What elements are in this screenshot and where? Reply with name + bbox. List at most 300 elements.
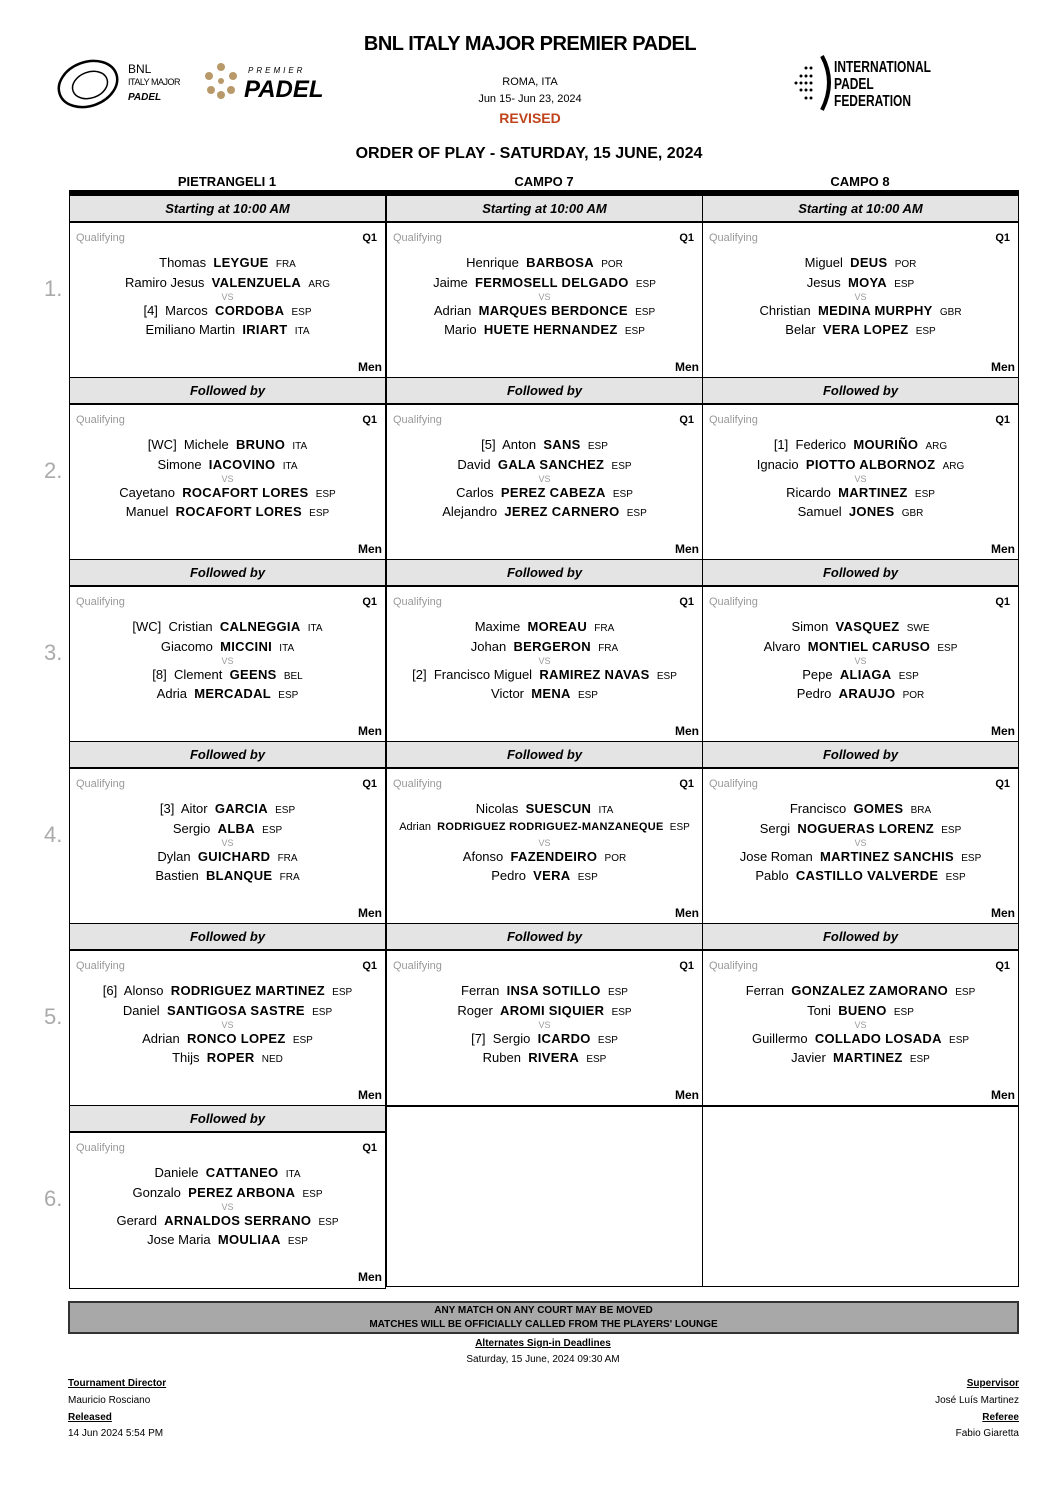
match-body bbox=[70, 223, 385, 378]
vs-label: VS bbox=[538, 1020, 551, 1030]
vs-label: VS bbox=[538, 292, 551, 302]
match-body bbox=[70, 405, 385, 560]
match-body bbox=[703, 587, 1018, 742]
player-first-name: Carlos bbox=[456, 485, 494, 500]
player-first-name: Belar bbox=[785, 322, 816, 337]
player-first-name: Daniel bbox=[122, 1003, 160, 1018]
player-nationality: POR bbox=[601, 259, 623, 270]
empty-cell bbox=[386, 1105, 703, 1287]
player-entry bbox=[70, 639, 385, 654]
match-body bbox=[703, 769, 1018, 924]
player-seed: [1] bbox=[773, 437, 789, 452]
player-entry bbox=[387, 275, 702, 290]
court-header-3: CAMPO 8 bbox=[830, 174, 890, 189]
player-seed: [4] bbox=[143, 303, 158, 318]
player-seed: [3] bbox=[159, 801, 175, 816]
row-number: 3. bbox=[44, 640, 63, 665]
player-entry bbox=[703, 1050, 1018, 1065]
player-last-name: JEREZ CARNERO bbox=[504, 504, 620, 519]
player-entry bbox=[70, 485, 385, 500]
player-seed: [WC] bbox=[147, 437, 177, 452]
round-code: Q1 bbox=[679, 778, 694, 790]
court-header-2: CAMPO 7 bbox=[514, 174, 574, 189]
player-entry bbox=[70, 457, 385, 472]
player-first-name: Henrique bbox=[466, 255, 519, 270]
player-entry bbox=[703, 437, 1018, 452]
player-entry bbox=[703, 303, 1018, 318]
player-last-name: FERMOSELL DELGADO bbox=[475, 275, 629, 290]
slot-time-header: Followed by bbox=[387, 924, 702, 951]
match-cell bbox=[386, 741, 703, 925]
round-label: Qualifying bbox=[393, 596, 442, 608]
player-last-name: RIVERA bbox=[528, 1050, 580, 1065]
player-last-name: SUESCUN bbox=[525, 801, 592, 816]
player-first-name: Marcos bbox=[165, 303, 208, 318]
player-nationality: POR bbox=[894, 259, 917, 270]
player-last-name: PEREZ ARBONA bbox=[188, 1185, 296, 1200]
player-first-name: Clement bbox=[173, 667, 223, 682]
player-nationality: ITA bbox=[307, 623, 323, 634]
match-cell bbox=[69, 923, 386, 1107]
round-code: Q1 bbox=[679, 596, 694, 608]
player-first-name: Daniele bbox=[154, 1165, 199, 1180]
player-last-name: GARCIA bbox=[214, 801, 268, 816]
player-first-name: Gonzalo bbox=[132, 1185, 181, 1200]
player-seed: [8] bbox=[152, 667, 167, 682]
player-seed: [5] bbox=[481, 437, 496, 452]
row-number: 6. bbox=[44, 1186, 63, 1211]
round-label: Qualifying bbox=[709, 960, 758, 972]
player-last-name: VERA LOPEZ bbox=[822, 322, 909, 337]
player-first-name: Jaime bbox=[433, 275, 468, 290]
player-entry bbox=[703, 457, 1018, 472]
player-last-name: MOULIAA bbox=[217, 1232, 281, 1247]
player-entry bbox=[70, 983, 385, 998]
player-first-name: Toni bbox=[807, 1003, 831, 1018]
player-nationality: ESP bbox=[292, 1035, 313, 1046]
player-last-name: MOYA bbox=[847, 275, 887, 290]
round-label: Qualifying bbox=[709, 778, 758, 790]
round-label: Qualifying bbox=[393, 232, 442, 244]
player-nationality: POR bbox=[604, 853, 627, 864]
player-nationality: ESP bbox=[309, 508, 330, 519]
player-last-name: DEUS bbox=[850, 255, 888, 270]
slot-time-header: Followed by bbox=[387, 378, 702, 405]
player-first-name: Afonso bbox=[462, 849, 504, 864]
row-number: 5. bbox=[44, 1004, 63, 1029]
player-last-name: MARTINEZ SANCHIS bbox=[819, 849, 955, 864]
player-nationality: BRA bbox=[910, 805, 932, 816]
player-nationality: ESP bbox=[577, 690, 598, 701]
player-first-name: Pedro bbox=[491, 868, 526, 883]
vs-label: VS bbox=[538, 838, 551, 848]
player-entry bbox=[703, 801, 1018, 816]
player-entry bbox=[70, 868, 385, 883]
player-first-name: Maxime bbox=[474, 619, 521, 634]
player-nationality: ESP bbox=[669, 822, 690, 833]
empty-cell bbox=[702, 1105, 1019, 1287]
player-first-name: Miguel bbox=[804, 255, 843, 270]
player-nationality: ESP bbox=[275, 805, 296, 816]
match-body bbox=[703, 951, 1018, 1106]
player-entry bbox=[387, 639, 702, 654]
player-nationality: ESP bbox=[893, 1007, 914, 1018]
player-entry bbox=[70, 619, 385, 634]
round-code: Q1 bbox=[362, 414, 377, 426]
player-entry bbox=[70, 686, 385, 701]
player-first-name: Manuel bbox=[125, 504, 169, 519]
category-label: Men bbox=[675, 724, 699, 738]
player-nationality: ITA bbox=[282, 461, 298, 472]
player-nationality: ESP bbox=[586, 1054, 607, 1065]
match-body bbox=[387, 769, 702, 924]
slot-time-header: Followed by bbox=[703, 378, 1018, 405]
player-first-name: Christian bbox=[759, 303, 811, 318]
player-first-name: Ignacio bbox=[756, 457, 799, 472]
round-label: Qualifying bbox=[76, 1142, 125, 1154]
svg-text:INTERNATIONAL: INTERNATIONAL bbox=[834, 57, 931, 76]
fip-logo bbox=[786, 54, 936, 117]
supervisor-name: José Luís Martinez bbox=[935, 1395, 1019, 1406]
player-last-name: PIOTTO ALBORNOZ bbox=[805, 457, 936, 472]
row-number: 1. bbox=[44, 276, 63, 301]
vs-label: VS bbox=[221, 1020, 234, 1030]
category-label: Men bbox=[991, 542, 1015, 556]
player-nationality: ESP bbox=[577, 872, 598, 883]
match-cell bbox=[386, 195, 703, 379]
category-label: Men bbox=[358, 1088, 382, 1102]
match-cell bbox=[386, 377, 703, 561]
player-first-name: Dylan bbox=[157, 849, 191, 864]
player-entry bbox=[703, 1003, 1018, 1018]
player-nationality: ITA bbox=[294, 326, 310, 337]
player-entry bbox=[703, 1031, 1018, 1046]
player-first-name: Samuel bbox=[797, 504, 842, 519]
player-entry bbox=[703, 667, 1018, 682]
player-first-name: Mario bbox=[444, 322, 477, 337]
player-nationality: ESP bbox=[262, 825, 283, 836]
slot-time-header: Starting at 10:00 AM bbox=[703, 196, 1018, 223]
player-entry bbox=[70, 1003, 385, 1018]
player-first-name: Sergio bbox=[172, 821, 211, 836]
player-last-name: ALBA bbox=[217, 821, 255, 836]
player-nationality: ESP bbox=[937, 643, 958, 654]
round-label: Qualifying bbox=[393, 960, 442, 972]
player-last-name: RODRIGUEZ MARTINEZ bbox=[170, 983, 325, 998]
player-last-name: IRIART bbox=[242, 322, 288, 337]
player-nationality: ESP bbox=[949, 1035, 970, 1046]
player-entry bbox=[70, 1165, 385, 1180]
player-last-name: MENA bbox=[531, 686, 571, 701]
player-last-name: ICARDO bbox=[537, 1031, 591, 1046]
match-cell bbox=[69, 1105, 386, 1289]
player-last-name: ALIAGA bbox=[839, 667, 892, 682]
player-last-name: SANTIGOSA SASTRE bbox=[166, 1003, 305, 1018]
player-last-name: INSA SOTILLO bbox=[506, 983, 601, 998]
svg-text:PREMIER: PREMIER bbox=[248, 66, 306, 75]
round-label: Qualifying bbox=[76, 596, 125, 608]
player-first-name: Ramiro Jesus bbox=[124, 275, 205, 290]
player-last-name: COLLADO LOSADA bbox=[814, 1031, 942, 1046]
vs-label: VS bbox=[221, 1202, 234, 1212]
player-first-name: Cristian bbox=[168, 619, 213, 634]
player-nationality: ITA bbox=[279, 643, 295, 654]
player-entry bbox=[703, 504, 1018, 519]
round-code: Q1 bbox=[995, 232, 1010, 244]
player-nationality: ITA bbox=[598, 805, 614, 816]
player-nationality: ARG bbox=[942, 461, 965, 472]
player-entry bbox=[70, 437, 385, 452]
slot-time-header: Followed by bbox=[703, 924, 1018, 951]
round-code: Q1 bbox=[679, 232, 694, 244]
round-label: Qualifying bbox=[709, 596, 758, 608]
player-nationality: ESP bbox=[909, 1054, 930, 1065]
round-label: Qualifying bbox=[393, 414, 442, 426]
player-last-name: MONTIEL CARUSO bbox=[807, 639, 931, 654]
player-first-name: Alejandro bbox=[442, 504, 498, 519]
player-entry bbox=[70, 821, 385, 836]
player-last-name: PEREZ CABEZA bbox=[500, 485, 606, 500]
match-cell bbox=[69, 377, 386, 561]
player-nationality: ESP bbox=[612, 489, 633, 500]
player-last-name: GONZALEZ ZAMORANO bbox=[791, 983, 949, 998]
released-label: Released bbox=[68, 1412, 112, 1423]
round-label: Qualifying bbox=[76, 414, 125, 426]
player-first-name: Roger bbox=[457, 1003, 493, 1018]
match-cell bbox=[69, 559, 386, 743]
player-last-name: BARBOSA bbox=[526, 255, 594, 270]
player-seed: [WC] bbox=[132, 619, 162, 634]
player-entry bbox=[703, 983, 1018, 998]
bnl-italy-major-logo bbox=[56, 58, 196, 115]
svg-text:PADEL: PADEL bbox=[128, 92, 162, 103]
player-last-name: VASQUEZ bbox=[835, 619, 900, 634]
match-body bbox=[387, 951, 702, 1106]
player-entry bbox=[70, 849, 385, 864]
match-cell bbox=[386, 559, 703, 743]
player-first-name: David bbox=[457, 457, 491, 472]
player-entry bbox=[703, 686, 1018, 701]
player-entry bbox=[70, 322, 385, 337]
row-number: 2. bbox=[44, 458, 63, 483]
player-entry bbox=[387, 1003, 702, 1018]
supervisor-label: Supervisor bbox=[966, 1378, 1019, 1389]
slot-time-header: Starting at 10:00 AM bbox=[70, 196, 385, 223]
vs-label: VS bbox=[221, 838, 234, 848]
slot-time-header: Followed by bbox=[703, 742, 1018, 769]
player-last-name: GUICHARD bbox=[197, 849, 271, 864]
player-first-name: Jose Maria bbox=[147, 1232, 211, 1247]
player-entry bbox=[703, 868, 1018, 883]
player-nationality: ESP bbox=[611, 461, 632, 472]
player-nationality: ESP bbox=[318, 1217, 339, 1228]
match-body bbox=[70, 587, 385, 742]
round-code: Q1 bbox=[679, 414, 694, 426]
player-seed: [2] bbox=[412, 667, 427, 682]
player-entry bbox=[703, 255, 1018, 270]
player-nationality: ESP bbox=[635, 307, 656, 318]
player-last-name: MARTINEZ bbox=[833, 1050, 903, 1065]
player-entry bbox=[387, 1050, 702, 1065]
player-nationality: ESP bbox=[914, 489, 935, 500]
player-last-name: CASTILLO VALVERDE bbox=[795, 868, 939, 883]
svg-text:PADEL: PADEL bbox=[244, 76, 324, 102]
player-first-name: Nicolas bbox=[475, 801, 519, 816]
svg-text:FEDERATION: FEDERATION bbox=[834, 91, 912, 110]
round-code: Q1 bbox=[362, 960, 377, 972]
player-first-name: Emiliano Martin bbox=[145, 322, 236, 337]
player-first-name: Johan bbox=[470, 639, 507, 654]
player-entry bbox=[387, 303, 702, 318]
player-nationality: ESP bbox=[626, 508, 647, 519]
player-last-name: LEYGUE bbox=[213, 255, 269, 270]
match-cell bbox=[69, 195, 386, 379]
player-nationality: SWE bbox=[906, 623, 930, 634]
player-entry bbox=[703, 849, 1018, 864]
slot-time-header: Followed by bbox=[387, 560, 702, 587]
slot-time-header: Followed by bbox=[70, 742, 385, 769]
player-first-name: Bastien bbox=[155, 868, 199, 883]
player-nationality: ESP bbox=[287, 1236, 308, 1247]
player-first-name: Ruben bbox=[482, 1050, 521, 1065]
player-seed: [7] bbox=[471, 1031, 486, 1046]
player-first-name: Thomas bbox=[159, 255, 207, 270]
player-last-name: RODRIGUEZ RODRIGUEZ-MANZANEQUE bbox=[437, 821, 664, 833]
match-body bbox=[387, 405, 702, 560]
player-entry bbox=[387, 457, 702, 472]
player-first-name: Francisco Miguel bbox=[433, 667, 533, 682]
player-first-name: Adrian bbox=[142, 1031, 180, 1046]
round-label: Qualifying bbox=[76, 960, 125, 972]
player-nationality: ESP bbox=[607, 987, 628, 998]
match-body bbox=[70, 1133, 385, 1288]
player-entry bbox=[387, 485, 702, 500]
player-entry bbox=[387, 849, 702, 864]
match-cell bbox=[702, 741, 1019, 925]
player-nationality: ESP bbox=[302, 1189, 323, 1200]
slot-time-header: Followed by bbox=[70, 1106, 385, 1133]
match-body bbox=[703, 223, 1018, 378]
category-label: Men bbox=[675, 542, 699, 556]
player-nationality: GBR bbox=[939, 307, 962, 318]
director-label: Tournament Director bbox=[68, 1378, 167, 1389]
round-label: Qualifying bbox=[709, 414, 758, 426]
vs-label: VS bbox=[538, 656, 551, 666]
player-last-name: NOGUERAS LORENZ bbox=[797, 821, 934, 836]
category-label: Men bbox=[358, 360, 382, 374]
player-nationality: FRA bbox=[279, 872, 300, 883]
player-entry bbox=[70, 303, 385, 318]
round-code: Q1 bbox=[362, 232, 377, 244]
player-last-name: MICCINI bbox=[220, 639, 273, 654]
player-nationality: POR bbox=[902, 690, 925, 701]
player-entry bbox=[387, 983, 702, 998]
player-nationality: BEL bbox=[283, 671, 303, 682]
slot-time-header: Followed by bbox=[70, 560, 385, 587]
round-code: Q1 bbox=[679, 960, 694, 972]
player-nationality: ITA bbox=[292, 441, 308, 452]
player-last-name: MARQUES BERDONCE bbox=[478, 303, 628, 318]
player-entry bbox=[387, 821, 702, 833]
player-first-name: Giacomo bbox=[160, 639, 213, 654]
match-cell bbox=[702, 559, 1019, 743]
player-nationality: ESP bbox=[291, 307, 312, 318]
slot-time-header: Followed by bbox=[70, 924, 385, 951]
player-entry bbox=[387, 322, 702, 337]
category-label: Men bbox=[358, 1270, 382, 1284]
referee-name: Fabio Giaretta bbox=[955, 1428, 1019, 1439]
player-last-name: RONCO LOPEZ bbox=[186, 1031, 286, 1046]
player-entry bbox=[387, 1031, 702, 1046]
player-entry bbox=[387, 619, 702, 634]
player-first-name: Sergio bbox=[492, 1031, 531, 1046]
player-first-name: Aitor bbox=[180, 801, 208, 816]
category-label: Men bbox=[991, 906, 1015, 920]
svg-text:BNL: BNL bbox=[128, 62, 152, 76]
vs-label: VS bbox=[538, 474, 551, 484]
player-first-name: Gerard bbox=[116, 1213, 157, 1228]
row-number: 4. bbox=[44, 822, 63, 847]
round-code: Q1 bbox=[995, 414, 1010, 426]
order-of-play-title: ORDER OF PLAY - SATURDAY, 15 JUNE, 2024 bbox=[355, 145, 703, 162]
category-label: Men bbox=[675, 906, 699, 920]
referee-label: Referee bbox=[982, 1412, 1019, 1423]
player-entry bbox=[70, 1031, 385, 1046]
player-nationality: ESP bbox=[941, 825, 962, 836]
match-body bbox=[703, 405, 1018, 560]
player-nationality: ESP bbox=[312, 1007, 333, 1018]
player-nationality: ESP bbox=[894, 279, 915, 290]
player-last-name: HUETE HERNANDEZ bbox=[483, 322, 618, 337]
player-nationality: ESP bbox=[961, 853, 982, 864]
category-label: Men bbox=[675, 1088, 699, 1102]
player-nationality: ESP bbox=[656, 671, 677, 682]
player-nationality: FRA bbox=[594, 623, 615, 634]
player-nationality: FRA bbox=[598, 643, 619, 654]
round-label: Qualifying bbox=[76, 778, 125, 790]
player-last-name: FAZENDEIRO bbox=[510, 849, 598, 864]
player-nationality: ESP bbox=[597, 1035, 618, 1046]
director-name: Mauricio Rosciano bbox=[68, 1395, 151, 1406]
player-first-name: Alonso bbox=[123, 983, 164, 998]
player-entry bbox=[703, 821, 1018, 836]
notice-line-1: ANY MATCH ON ANY COURT MAY BE MOVED bbox=[434, 1305, 653, 1316]
match-body bbox=[387, 223, 702, 378]
player-first-name: Jesus bbox=[806, 275, 841, 290]
player-last-name: ROCAFORT LORES bbox=[182, 485, 309, 500]
player-nationality: FRA bbox=[277, 853, 298, 864]
player-last-name: AROMI SIQUIER bbox=[500, 1003, 605, 1018]
player-first-name: Pepe bbox=[802, 667, 833, 682]
player-last-name: CALNEGGIA bbox=[219, 619, 301, 634]
player-last-name: JONES bbox=[848, 504, 895, 519]
player-nationality: FRA bbox=[275, 259, 296, 270]
player-nationality: ESP bbox=[611, 1007, 632, 1018]
match-cell bbox=[69, 741, 386, 925]
player-last-name: MARTINEZ bbox=[838, 485, 908, 500]
status-revised: REVISED bbox=[499, 110, 561, 126]
player-last-name: GEENS bbox=[229, 667, 277, 682]
player-last-name: BRUNO bbox=[235, 437, 286, 452]
player-last-name: ARNALDOS SERRANO bbox=[164, 1213, 312, 1228]
player-entry bbox=[387, 801, 702, 816]
player-first-name: Adrian bbox=[433, 303, 472, 318]
player-last-name: BUENO bbox=[838, 1003, 887, 1018]
player-nationality: ESP bbox=[945, 872, 966, 883]
match-body bbox=[70, 951, 385, 1106]
slot-time-header: Starting at 10:00 AM bbox=[387, 196, 702, 223]
round-code: Q1 bbox=[995, 596, 1010, 608]
